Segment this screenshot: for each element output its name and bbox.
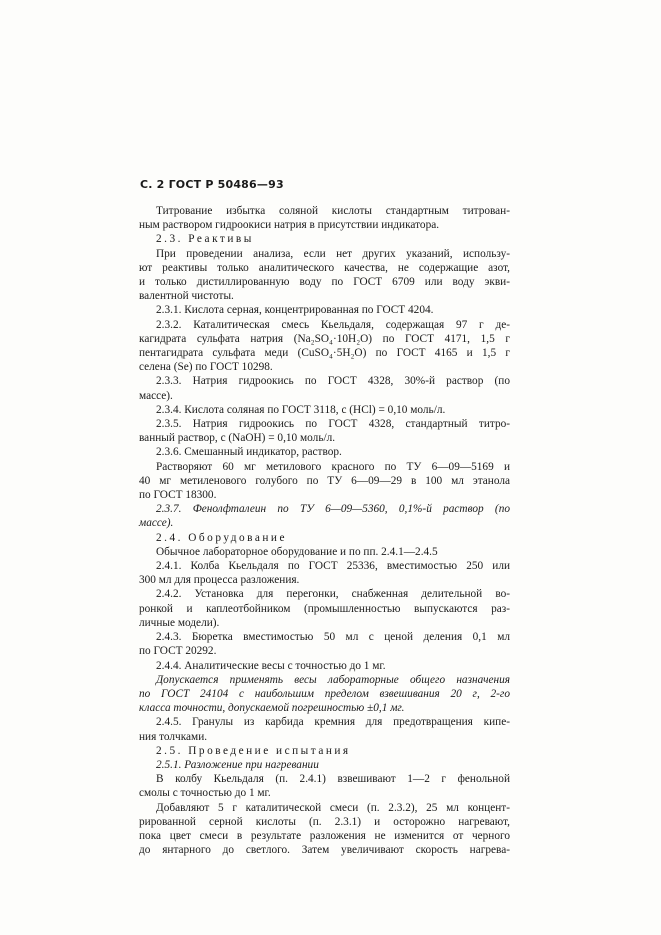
text-line: Допускается применять весы лабораторные общего назначения — [156, 673, 510, 686]
text-line: Обычное лабораторное оборудование и по пп. 2.4.1—2.4.5 — [156, 545, 438, 558]
text-line: ют реактивы только аналитического качества, не содержащие азот, — [139, 261, 510, 274]
text-line: 2.4. Оборудование — [156, 531, 287, 544]
text-line: личные модели). — [139, 616, 220, 629]
text-line: 2.5.1. Разложение при нагревании — [156, 758, 319, 771]
text-line: В колбу Кьельдаля (п. 2.4.1) взвешивают 1—2 г фенольной — [156, 773, 510, 786]
text-line: до янтарного до светлого. Затем увеличивают скорость нагрева- — [139, 844, 510, 857]
text-line: ния толчками. — [139, 730, 208, 743]
text-line: 2.3.4. Кислота соляная по ГОСТ 3118, c (HCl) = 0,10 моль/л. — [156, 403, 446, 416]
text-line: 2.3.3. Натрия гидроокись по ГОСТ 4328, 30%-й раствор (по — [156, 375, 510, 388]
text-line: пентагидрата сульфата меди (CuSO₄·5H₂O) по ГОСТ 4165 и 1,5 г — [139, 347, 510, 360]
text-line: смолы с точностью до 1 мг. — [139, 787, 271, 800]
text-line: Добавляют 5 г каталитической смеси (п. 2.3.2), 25 мл концент- — [156, 801, 510, 814]
text-line: 2.3.6. Смешанный индикатор, раствор. — [156, 446, 342, 459]
document-body — [139, 204, 510, 857]
text-line: массе). — [139, 389, 173, 402]
text-line: ронкой и каплеотбойником (промышленностью выпускаются раз- — [139, 602, 510, 615]
running-header: С. 2 ГОСТ Р 50486—93 — [140, 178, 284, 191]
text-line: 2.3.7. Фенолфталеин по ТУ 6—09—5360, 0,1%-й раствор (по — [156, 503, 510, 516]
text-line: рированной серной кислоты (п. 2.3.1) и осторожно нагревают, — [139, 815, 510, 828]
text-line: 2.5. Проведение испытания — [156, 744, 351, 757]
text-line: 2.3.1. Кислота серная, концентрированная по ГОСТ 4204. — [156, 304, 434, 317]
text-line: 40 мг метиленового голубого по ТУ 6—09—29 в 100 мл этанола — [139, 474, 510, 487]
text-line: При проведении анализа, если нет других указаний, использу- — [156, 247, 510, 260]
text-line: 300 мл для процесса разложения. — [139, 574, 300, 587]
text-line: кагидрата сульфата натрия (Na₂SO₄·10H₂O) по ГОСТ 4171, 1,5 г — [139, 332, 510, 345]
text-line: 2.4.3. Бюретка вместимостью 50 мл с ценой деления 0,1 мл — [156, 631, 510, 644]
text-line: Растворяют 60 мг метилового красного по ТУ 6—09—5169 и — [156, 460, 510, 473]
text-line: валентной чистоты. — [139, 290, 234, 303]
text-line: 2.4.1. Колба Кьельдаля по ГОСТ 25336, вместимостью 250 или — [156, 560, 510, 573]
text-line: по ГОСТ 18300. — [139, 489, 217, 502]
text-line: и только дистиллированную воду по ГОСТ 6709 или воду экви- — [139, 276, 510, 289]
text-line: 2.3.2. Каталитическая смесь Кьельдаля, содержащая 97 г де- — [156, 318, 510, 331]
text-line: ным раствором гидроокиси натрия в присутствии индикатора. — [139, 219, 440, 232]
text-line: класса точности, допускаемой погрешностью ±0,1 мг. — [139, 702, 405, 715]
text-line: пока цвет смеси в результате разложения не изменится от черного — [139, 829, 510, 842]
text-line: 2.3. Реактивы — [156, 233, 254, 246]
text-line: селена (Se) по ГОСТ 10298. — [139, 361, 273, 374]
text-line: 2.4.2. Установка для перегонки, снабженная делительной во- — [156, 588, 510, 601]
text-line: 2.3.5. Натрия гидроокись по ГОСТ 4328, стандартный титро- — [156, 418, 510, 431]
text-line: по ГОСТ 24104 с наибольшим пределом взвешивания 20 г, 2-го — [139, 687, 510, 700]
text-line: массе). — [139, 517, 174, 530]
text-line: Титрование избытка соляной кислоты стандартным титрован- — [156, 205, 510, 217]
text-line: ванный раствор, c (NaOH) = 0,10 моль/л. — [139, 432, 336, 445]
text-line: 2.4.4. Аналитические весы с точностью до 1 мг. — [156, 659, 386, 672]
text-line: 2.4.5. Гранулы из карбида кремния для предотвращения кипе- — [156, 716, 510, 729]
text-line: по ГОСТ 20292. — [139, 645, 217, 658]
